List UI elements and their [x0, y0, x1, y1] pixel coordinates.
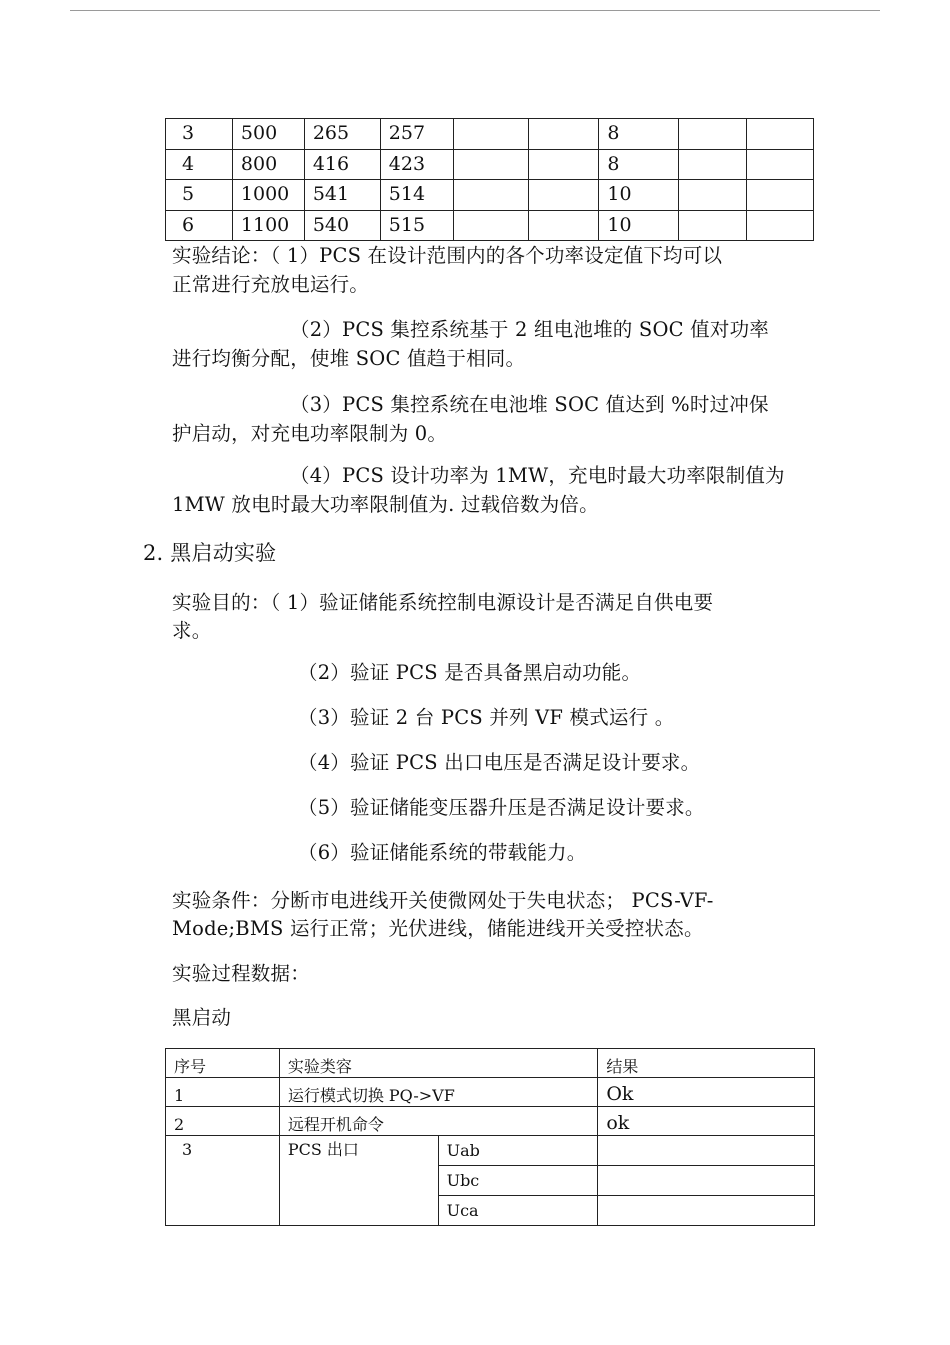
table-cell: 800: [232, 149, 304, 180]
table-cell: 6: [166, 210, 233, 241]
table-cell: 515: [380, 210, 453, 241]
conclusion-item-2-line-2: 进行均衡分配，使堆 SOC 值趋于相同。: [172, 347, 526, 370]
table-row: [166, 1136, 815, 1166]
results-table: [165, 118, 814, 241]
table-cell: 540: [304, 210, 380, 241]
table-cell: 8: [599, 119, 679, 150]
conclusion-item-2-line-1: （2）PCS 集控系统基于 2 组电池堆的 SOC 值对功率: [290, 318, 769, 341]
table-cell: [528, 149, 599, 180]
purpose-item: （6）验证储能系统的带载能力。: [298, 841, 587, 864]
purpose-line-2: 求。: [172, 619, 212, 642]
section-heading: 2. 黑启动实验: [143, 541, 277, 565]
table-cell: 10: [599, 210, 679, 241]
table-cell: 8: [599, 149, 679, 180]
table-row: [166, 1107, 815, 1136]
conclusion-item-4-line-2: 1MW 放电时最大功率限制值为. 过载倍数为倍。: [172, 493, 599, 516]
purpose-item: （2）验证 PCS 是否具备黑启动功能。: [298, 661, 642, 684]
row-subitem: Uab: [438, 1136, 598, 1166]
table-row: [166, 180, 814, 211]
table-cell: [453, 180, 528, 211]
table-cell: [747, 210, 814, 241]
table-cell: [528, 119, 599, 150]
header-cell-no: 序号: [166, 1049, 280, 1078]
table-cell: 5: [166, 180, 233, 211]
table-cell: 541: [304, 180, 380, 211]
table-cell: [747, 180, 814, 211]
header-cell-content: 实验类容: [279, 1049, 598, 1078]
table-caption: 黑启动: [172, 1006, 232, 1029]
row-subitem: Ubc: [438, 1166, 598, 1196]
table-row: [166, 119, 814, 150]
table-cell: 423: [380, 149, 453, 180]
table-cell: [679, 149, 747, 180]
table-cell: [679, 210, 747, 241]
conclusion-line-1: 实验结论：（ 1）PCS 在设计范围内的各个功率设定值下均可以: [172, 244, 723, 267]
table-row: [166, 210, 814, 241]
conditions-line-2: Mode;BMS 运行正常；光伏进线，储能进线开关受控状态。: [172, 917, 704, 940]
row-number: 3: [166, 1136, 280, 1226]
header-cell-result: 结果: [598, 1049, 815, 1078]
header-rule: [70, 10, 880, 11]
conclusion-line-2: 正常进行充放电运行。: [172, 273, 370, 296]
row-result: Ok: [598, 1078, 815, 1107]
table-header-row: [166, 1049, 815, 1078]
row-number: 2: [166, 1107, 280, 1136]
conclusion-item-3-line-1: （3）PCS 集控系统在电池堆 SOC 值达到 %时过冲保: [290, 393, 769, 416]
table-cell: 500: [232, 119, 304, 150]
row-result: [598, 1196, 815, 1226]
table-cell: 257: [380, 119, 453, 150]
process-data-label: 实验过程数据：: [172, 962, 310, 985]
purpose-item: （5）验证储能变压器升压是否满足设计要求。: [298, 796, 705, 819]
purpose-line-1: 实验目的：（ 1）验证储能系统控制电源设计是否满足自供电要: [172, 591, 714, 614]
table-cell: [747, 119, 814, 150]
table-cell: 3: [166, 119, 233, 150]
table-cell: [453, 210, 528, 241]
table-cell: 1000: [232, 180, 304, 211]
row-content: PCS 出口: [279, 1136, 438, 1226]
conclusion-item-3-line-2: 护启动，对充电功率限制为 0。: [172, 422, 448, 445]
table-cell: [679, 180, 747, 211]
purpose-item: （3）验证 2 台 PCS 并列 VF 模式运行 。: [298, 706, 675, 729]
table-cell: [453, 119, 528, 150]
table-cell: [453, 149, 528, 180]
black-start-table: [165, 1048, 815, 1226]
conditions-line-1: 实验条件：分断市电进线开关使微网处于失电状态； PCS-VF-: [172, 889, 714, 912]
table-cell: 1100: [232, 210, 304, 241]
table-cell: 265: [304, 119, 380, 150]
conclusion-item-4-line-1: （4）PCS 设计功率为 1MW，充电时最大功率限制值为: [290, 464, 785, 487]
table-row: [166, 1078, 815, 1107]
purpose-item: （4）验证 PCS 出口电压是否满足设计要求。: [298, 751, 701, 774]
table-cell: [679, 119, 747, 150]
table-cell: 10: [599, 180, 679, 211]
row-number: 1: [166, 1078, 280, 1107]
row-content: 远程开机命令: [279, 1107, 598, 1136]
row-result: [598, 1166, 815, 1196]
table-cell: [747, 149, 814, 180]
table-cell: 514: [380, 180, 453, 211]
row-result: ok: [598, 1107, 815, 1136]
row-content: 运行模式切换 PQ->VF: [279, 1078, 598, 1107]
row-result: [598, 1136, 815, 1166]
table-cell: 416: [304, 149, 380, 180]
table-row: [166, 149, 814, 180]
table-cell: 4: [166, 149, 233, 180]
table-cell: [528, 210, 599, 241]
table-cell: [528, 180, 599, 211]
row-subitem: Uca: [438, 1196, 598, 1226]
